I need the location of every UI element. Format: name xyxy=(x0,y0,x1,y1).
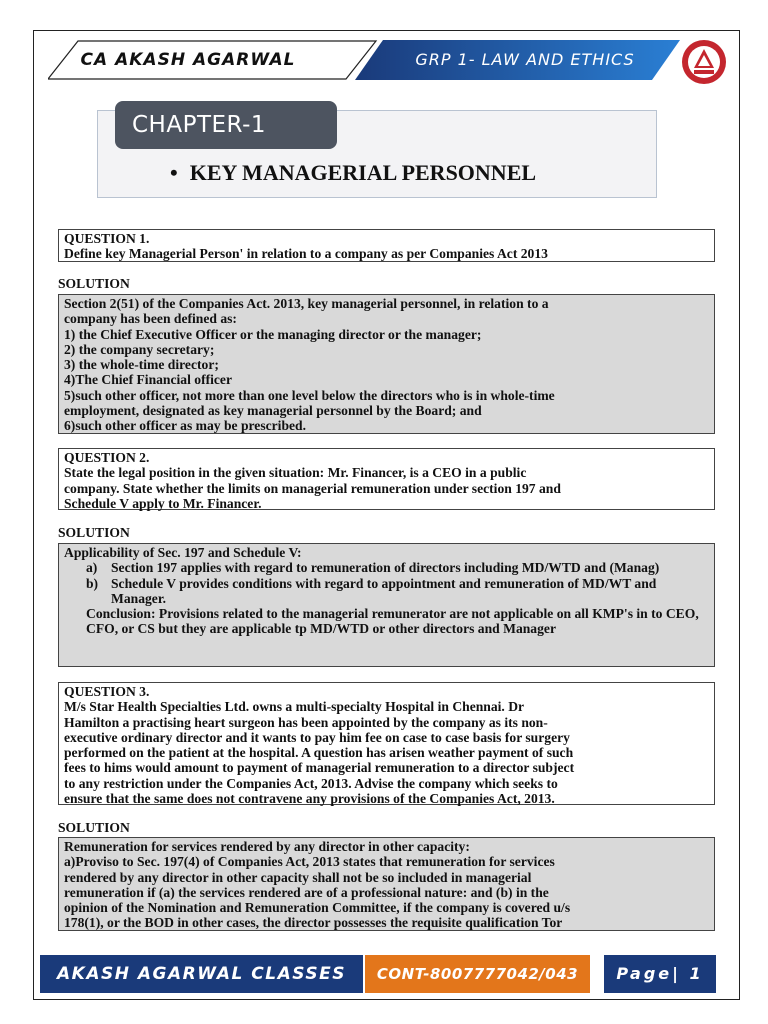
solution-1-line: employment, designated as key managerial personnel by the Board; and xyxy=(64,403,482,419)
solution-2-heading: Applicability of Sec. 197 and Schedule V: xyxy=(64,545,302,560)
list-marker: a) xyxy=(86,560,98,576)
solution-1-line: 3) the whole-time director; xyxy=(64,357,219,373)
footer-page-number: Page| 1 xyxy=(604,955,716,993)
question-3-line: performed on the patient at the hospital. A question has arisen weather payment of such xyxy=(64,745,574,761)
list-item-text: Schedule V provides conditions with regard to appointment and remuneration of MD/WT and Manager. xyxy=(111,575,657,606)
institute-logo-icon xyxy=(680,38,728,86)
solution-2-label: SOLUTION xyxy=(58,525,130,540)
question-3-line: Hamilton a practising heart surgeon has been appointed by the company as its non- xyxy=(64,714,548,730)
footer-contact: CONT-8007777042/043 xyxy=(365,955,590,993)
list-item-text: Section 197 applies with regard to remuneration of directors including MD/WTD and (Manag) xyxy=(111,560,660,576)
question-1-box xyxy=(58,229,715,262)
question-2-line: company. State whether the limits on managerial remuneration under section 197 and xyxy=(64,480,561,496)
solution-3-line: Remuneration for services rendered by any director in other capacity: xyxy=(64,839,470,854)
solution-1-line: 4)The Chief Financial officer xyxy=(64,372,233,388)
solution-1-line: 6)such other officer as may be prescribed. xyxy=(64,418,307,434)
solution-3-line: remuneration if (a) the services rendered are of a professional nature: and (b) in the xyxy=(64,884,549,900)
solution-2-list-item xyxy=(64,576,709,607)
bullet-icon: • xyxy=(170,160,178,185)
solution-3-box xyxy=(58,837,715,931)
question-2-line: State the legal position in the given situation: Mr. Financer, is a CEO in a public xyxy=(64,465,527,481)
solution-1-label: SOLUTION xyxy=(58,276,130,291)
solution-3-label: SOLUTION xyxy=(58,820,130,835)
header-subject-banner xyxy=(355,40,680,80)
solution-1-line: 5)such other officer, not more than one level below the directors who is in whole-time xyxy=(64,387,555,403)
question-1-line: Define key Managerial Person' in relation to a company as per Companies Act 2013 xyxy=(64,246,548,262)
solution-1-box xyxy=(58,294,715,434)
question-2-box xyxy=(58,448,715,510)
question-2-heading: QUESTION 2. xyxy=(64,450,150,465)
solution-3-line: rendered by any director in other capacity shall not be so included in managerial xyxy=(64,869,532,885)
solution-1-line: 2) the company secretary; xyxy=(64,341,215,357)
chapter-title xyxy=(170,160,536,186)
solution-3-line: a)Proviso to Sec. 197(4) of Companies Act, 2013 states that remuneration for services xyxy=(64,854,555,870)
list-marker: b) xyxy=(86,575,99,591)
solution-3-line: 178(1), or the BOD in other cases, the director possesses the requisite qualification Tor xyxy=(64,915,563,931)
chapter-title-text: KEY MANAGERIAL PERSONNEL xyxy=(189,160,537,185)
solution-2-box xyxy=(58,543,715,667)
question-3-box xyxy=(58,682,715,805)
question-3-line: executive ordinary director and it wants to pay him fee on case to case basis for surgery xyxy=(64,729,570,745)
footer-classes: AKASH AGARWAL CLASSES xyxy=(40,955,363,993)
question-3-line: to any restriction under the Companies Act, 2013. Advise the company which seeks to xyxy=(64,775,558,791)
solution-1-line: Section 2(51) of the Companies Act. 2013, key managerial personnel, in relation to a xyxy=(64,296,549,311)
solution-3-line: opinion of the Nomination and Remuneration Committee, if the company is covered u/s xyxy=(64,900,571,916)
question-3-line: fees to hims would amount to payment of managerial remuneration to a director subject xyxy=(64,760,575,776)
header-subject: GRP 1- LAW AND ETHICS xyxy=(415,50,635,69)
question-3-line: ensure that the same does not contravene any provisions of the Companies Act, 2013. xyxy=(64,791,555,807)
solution-1-line: company has been defined as: xyxy=(64,311,237,327)
solution-2-conclusion: Conclusion: Provisions related to the managerial remunerator are not applicable on all KMP's in to CEO, CFO, or CS but they are applicable tp MD/WTD or other directors and Manager xyxy=(86,606,699,637)
question-3-line: M/s Star Health Specialties Ltd. owns a multi-specialty Hospital in Chennai. Dr xyxy=(64,699,525,715)
header-author-banner xyxy=(48,40,378,80)
solution-1-line: 1) the Chief Executive Officer or the managing director or the manager; xyxy=(64,326,482,342)
question-3-heading: QUESTION 3. xyxy=(64,684,150,699)
question-2-line: Schedule V apply to Mr. Financer. xyxy=(64,495,262,511)
question-1-heading: QUESTION 1. xyxy=(64,231,150,246)
solution-2-list-item xyxy=(64,560,709,575)
chapter-badge: CHAPTER-1 xyxy=(115,101,337,149)
header-author: CA AKASH AGARWAL xyxy=(80,50,296,70)
